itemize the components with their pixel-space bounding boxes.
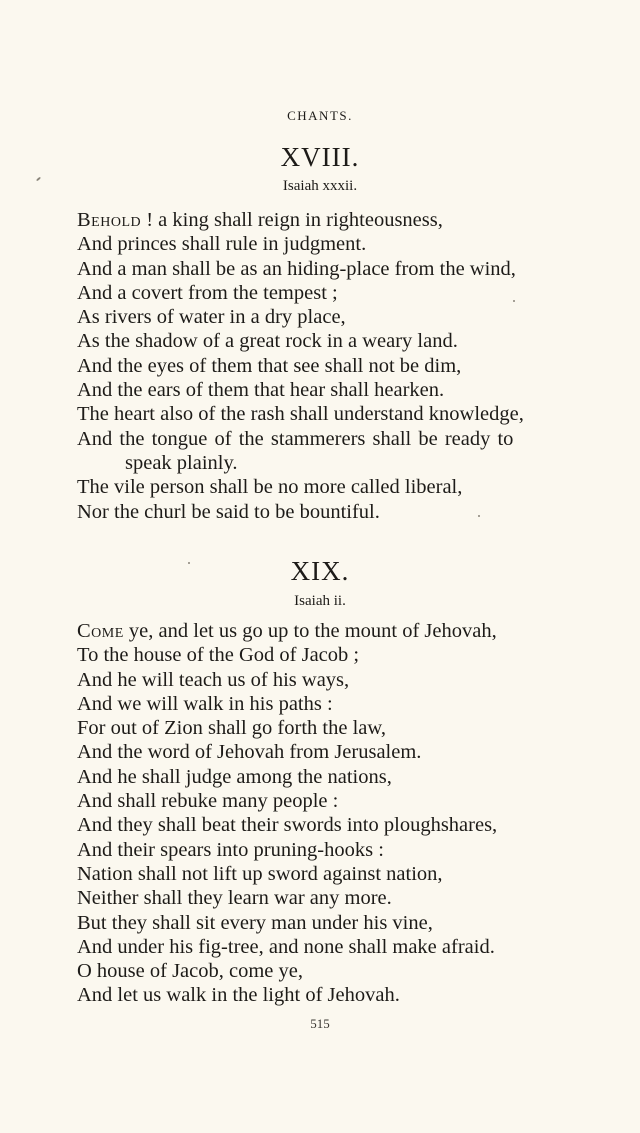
section-number-xviii: XVIII. bbox=[280, 142, 360, 172]
verse-line: And a man shall be as an hiding-place from the wind, bbox=[77, 257, 516, 280]
verse-line: O house of Jacob, come ye, bbox=[77, 960, 304, 983]
verse-line: And they shall beat their swords into ploughshares, bbox=[77, 814, 498, 837]
verse-line: And he will teach us of his ways, bbox=[77, 668, 350, 691]
verse-line: Nation shall not lift up sword against nation, bbox=[77, 862, 443, 885]
page-number: 515 bbox=[310, 1016, 330, 1031]
section-number-xix: XIX. bbox=[290, 556, 350, 586]
verse-line: And we will walk in his paths : bbox=[77, 692, 333, 715]
verse-line: And the eyes of them that see shall not be dim, bbox=[77, 354, 462, 377]
verse-line: And the word of Jehovah from Jerusalem. bbox=[77, 741, 422, 764]
verse-line: As the shadow of a great rock in a weary land. bbox=[77, 330, 458, 353]
verse-line: And a covert from the tempest ; bbox=[77, 281, 338, 304]
print-speck bbox=[513, 300, 515, 302]
verse-initial-word: Behold bbox=[77, 209, 142, 231]
verse-line: As rivers of water in a dry place, bbox=[77, 306, 346, 329]
verse-line: The vile person shall be no more called liberal, bbox=[77, 476, 463, 499]
section-source-xviii: Isaiah xxxii. bbox=[282, 178, 358, 194]
verse-block-xix bbox=[77, 619, 622, 1008]
verse-line: Nor the churl be said to be bountiful. bbox=[77, 500, 380, 523]
verse-line: Neither shall they learn war any more. bbox=[77, 887, 392, 910]
verse-line: And shall rebuke many people : bbox=[77, 790, 339, 813]
verse-line: And he shall judge among the nations, bbox=[77, 765, 392, 788]
print-speck bbox=[188, 562, 190, 564]
print-speck bbox=[478, 515, 480, 517]
verse-block-xviii bbox=[77, 208, 622, 524]
section-source-xix: Isaiah ii. bbox=[294, 593, 346, 609]
verse-line-continuation: speak plainly. bbox=[125, 451, 238, 474]
verse-line: But they shall sit every man under his vine, bbox=[77, 911, 433, 934]
verse-line: And princes shall rule in judgment. bbox=[77, 233, 367, 256]
verse-line: And their spears into pruning-hooks : bbox=[77, 838, 384, 861]
verse-line: And under his fig-tree, and none shall make afraid. bbox=[77, 935, 495, 958]
verse-line: And the ears of them that hear shall hearken. bbox=[77, 379, 445, 402]
verse-line: For out of Zion shall go forth the law, bbox=[77, 717, 386, 740]
running-head: CHANTS. bbox=[287, 108, 353, 123]
verse-line: Come ye, and let us go up to the mount of Jehovah, bbox=[77, 620, 497, 642]
verse-initial-word: Come bbox=[77, 620, 124, 642]
verse-line: The heart also of the rash shall understand knowledge, bbox=[77, 403, 524, 426]
verse-line: And the tongue of the stammerers shall be ready to bbox=[77, 427, 514, 450]
verse-line: And let us walk in the light of Jehovah. bbox=[77, 984, 400, 1007]
verse-line: Behold ! a king shall reign in righteousness, bbox=[77, 209, 443, 231]
verse-line: To the house of the God of Jacob ; bbox=[77, 644, 360, 667]
